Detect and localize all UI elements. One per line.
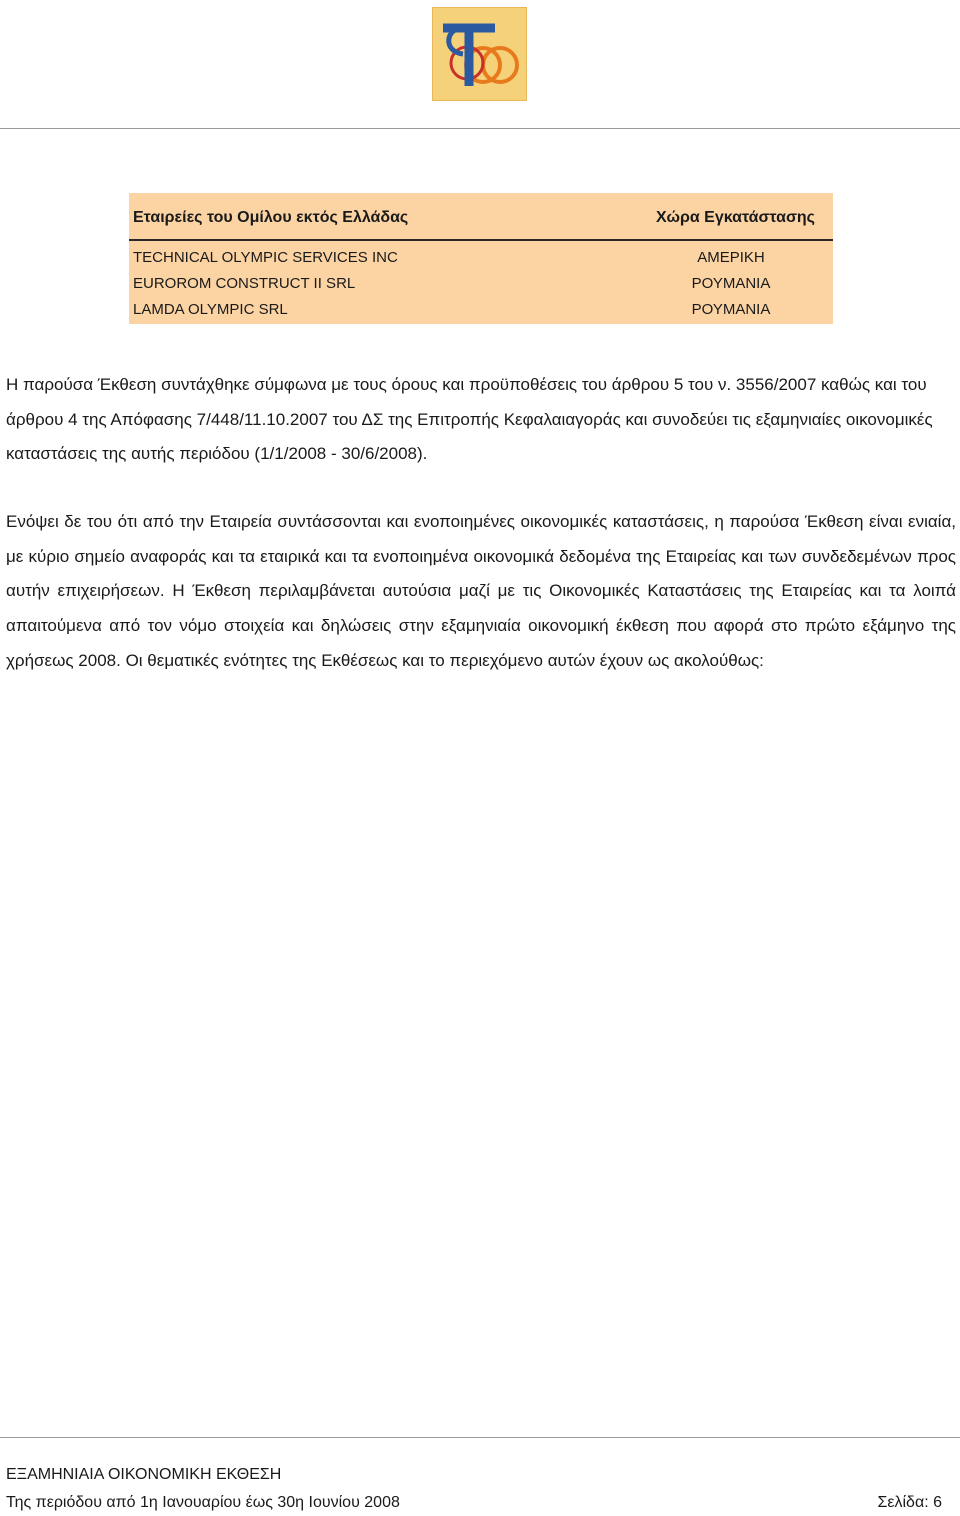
companies-column-header: Εταιρείες του Ομίλου εκτός Ελλάδας bbox=[133, 209, 409, 226]
country-column-header: Χώρα Εγκατάστασης bbox=[656, 209, 815, 226]
footer-report-title: ΕΞΑΜΗΝΙΑΙΑ ΟΙΚΟΝΟΜΙΚΗ ΕΚΘΕΣΗ bbox=[6, 1466, 282, 1483]
footer-period: Της περιόδου από 1η Ιανουαρίου έως 30η Ιουνίου 2008 bbox=[6, 1494, 400, 1511]
intro-paragraph: Η παρούσα Έκθεση συντάχθηκε σύμφωνα με τους όρους και προϋποθέσεις του άρθρου 5 του ν. 3556/2007 καθώς και του άρθρου 4 της Απόφασης 7/448/11.10.2007 του ΔΣ της Επιτροπής Κεφαλαιαγοράς και συνοδεύει τις εξαμηνιαίες οικονομικές καταστάσεις της αυτής περιόδου (1/1/2008 - 30/6/2008). bbox=[6, 375, 933, 463]
header-divider bbox=[0, 128, 960, 129]
table-header bbox=[129, 193, 833, 241]
scope-paragraph: Ενόψει δε του ότι από την Εταιρεία συντάσσονται και ενοποιημένες οικονομικές καταστάσεις, η παρούσα Έκθεση είναι ενιαία, με κύριο σημείο αναφοράς και τα εταιρικά και τα ενοποιημένα οικονομικά δεδομένα της Εταιρείας και των συνδεδεμένων προς αυτήν επιχειρήσεων. Η Έκθεση περιλαμβάνεται αυτούσια μαζί με τις Οικονομικές Καταστάσεις της Εταιρείας και τα λοιπά απαιτούμενα από τον νόμο στοιχεία και δηλώσεις στην εξαμηνιαία οικονομική έκθεση που αφορά στο πρώτο εξάμηνο της χρήσεως 2008. Οι θεματικές ενότητες της Εκθέσεως και το περιεχόμενο αυτών έχουν ως ακολούθως: bbox=[6, 512, 956, 670]
company-name: LAMDA OLYMPIC SRL bbox=[133, 301, 288, 318]
company-country: ΡΟΥΜΑΝΙΑ bbox=[691, 301, 771, 318]
company-logo bbox=[432, 7, 527, 101]
company-name: EUROROM CONSTRUCT II SRL bbox=[133, 275, 356, 292]
company-country: ΑΜΕΡΙΚΗ bbox=[697, 249, 765, 266]
company-name: TECHNICAL OLYMPIC SERVICES INC bbox=[133, 249, 398, 266]
company-country: ΡΟΥΜΑΝΙΑ bbox=[691, 275, 771, 292]
table-row bbox=[129, 301, 833, 327]
footer-divider bbox=[0, 1437, 960, 1438]
table-row bbox=[129, 275, 833, 301]
page-number: Σελίδα: 6 bbox=[877, 1494, 942, 1511]
logo-mark-icon bbox=[433, 8, 526, 100]
subsidiaries-table bbox=[129, 193, 833, 324]
table-row bbox=[129, 249, 833, 275]
